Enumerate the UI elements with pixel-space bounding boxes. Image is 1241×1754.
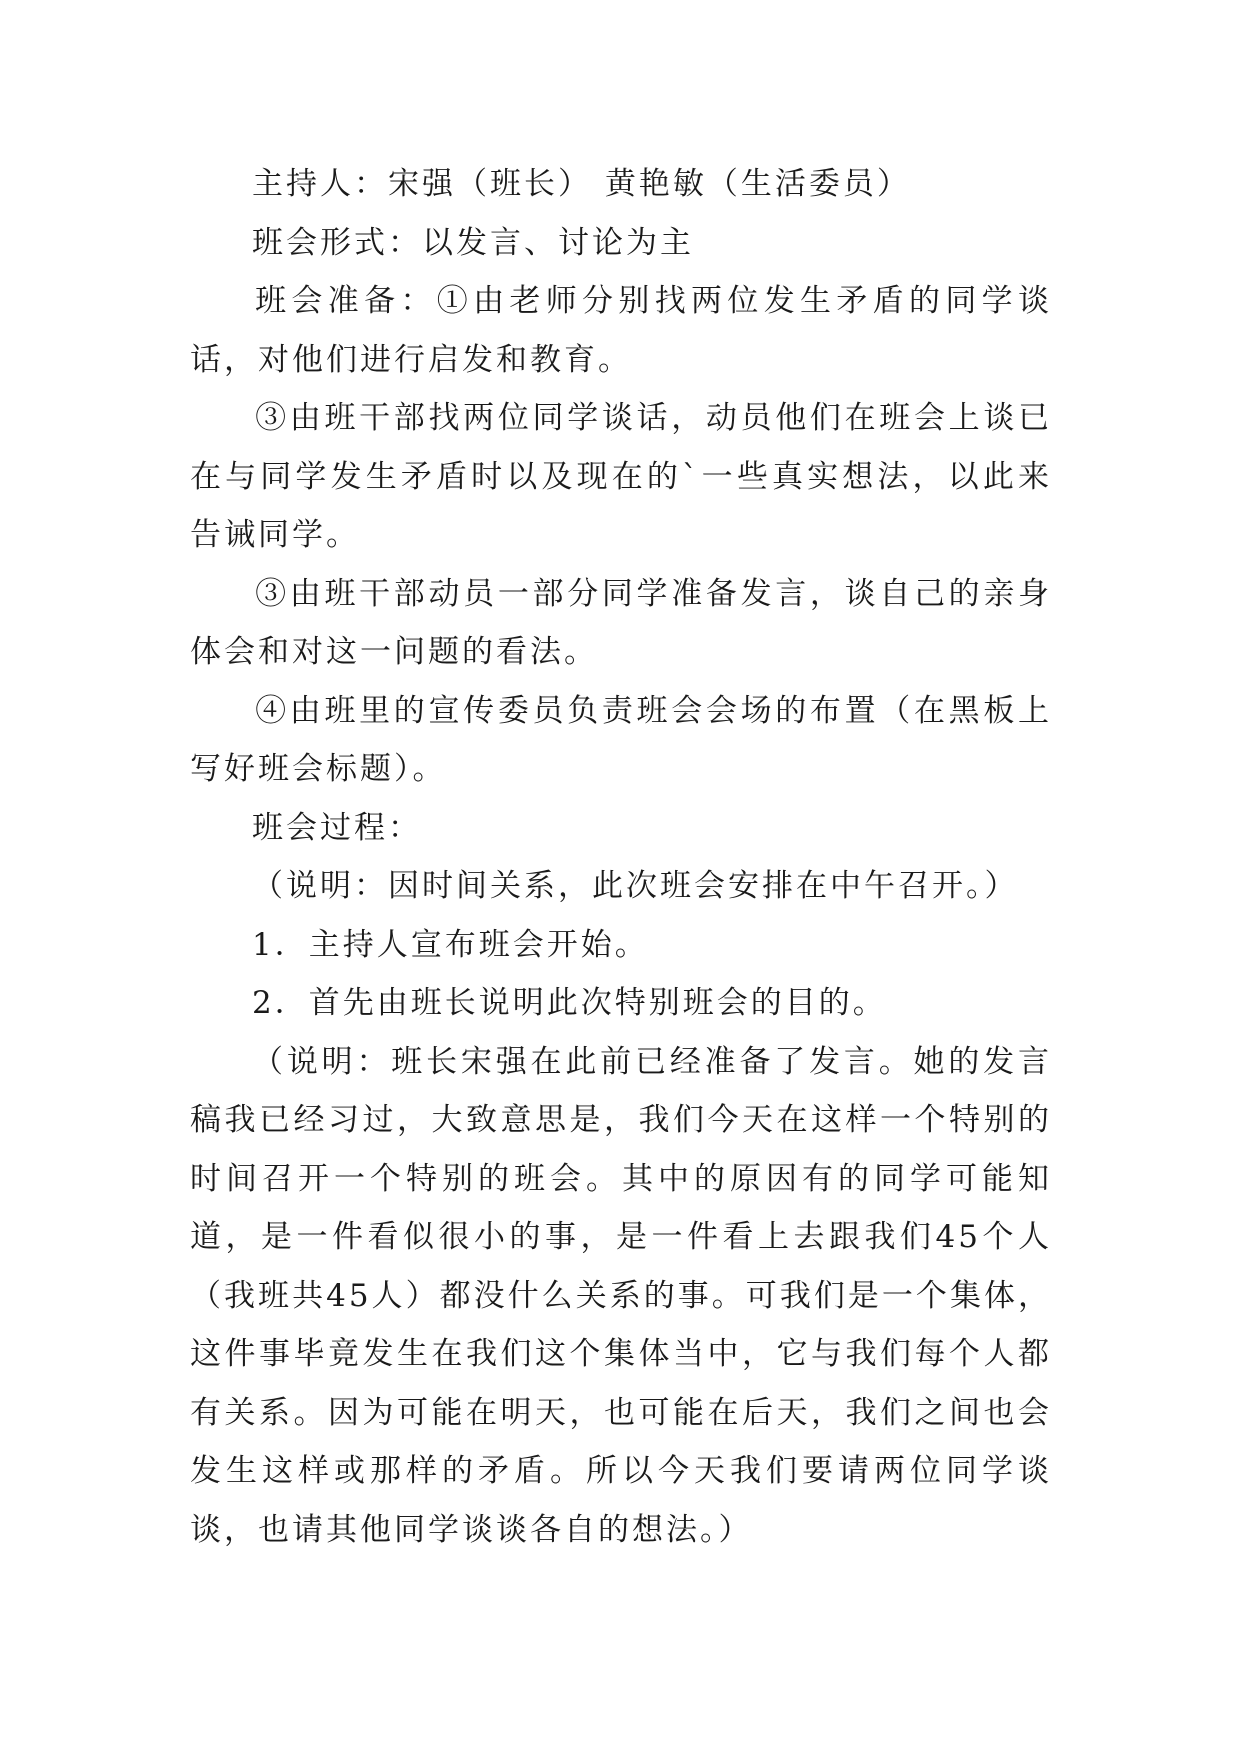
preparation-item: ③由班干部找两位同学谈话，动员他们在班会上谈已在与同学发生矛盾时以及现在的`一些真实想法，以此来告诫同学。: [190, 400, 1052, 553]
process-note: （说明：班长宋强在此前已经准备了发言。她的发言稿我已经习过，大致意思是，我们今天在这样一个特别的时间召开一个特别的班会。其中的原因有的同学可能知道，是一件看似很小的事，是一件看上去跟我们45个人（我班共45人）都没什么关系的事。可我们是一个集体，这件事毕竟发生在我们这个集体当中，它与我们每个人都有关系。因为可能在明天，也可能在后天，我们之间也会发生这样或那样的矛盾。所以今天我们要请两位同学谈谈，也请其他同学谈谈各自的想法。）: [190, 1043, 1052, 1548]
process-step: 2．首先由班长说明此次特别班会的目的。: [252, 985, 887, 1021]
preparation-item: ④由班里的宣传委员负责班会会场的布置（在黑板上写好班会标题）。: [190, 692, 1052, 787]
process-note: （说明：因时间关系，此次班会安排在中午召开。）: [252, 868, 1019, 904]
meeting-preparation: 班会准备：①由老师分别找两位发生矛盾的同学谈话，对他们进行启发和教育。: [190, 283, 1052, 378]
hosts-line: 主持人：宋强（班长） 黄艳敏（生活委员）: [252, 166, 911, 202]
document-body: [190, 155, 1052, 1559]
process-step: 1．主持人宣布班会开始。: [252, 926, 649, 963]
meeting-process-heading: 班会过程：: [252, 809, 422, 846]
meeting-format: 班会形式：以发言、讨论为主: [252, 224, 694, 261]
preparation-item: ③由班干部动员一部分同学准备发言，谈自己的亲身体会和对这一问题的看法。: [190, 575, 1052, 670]
